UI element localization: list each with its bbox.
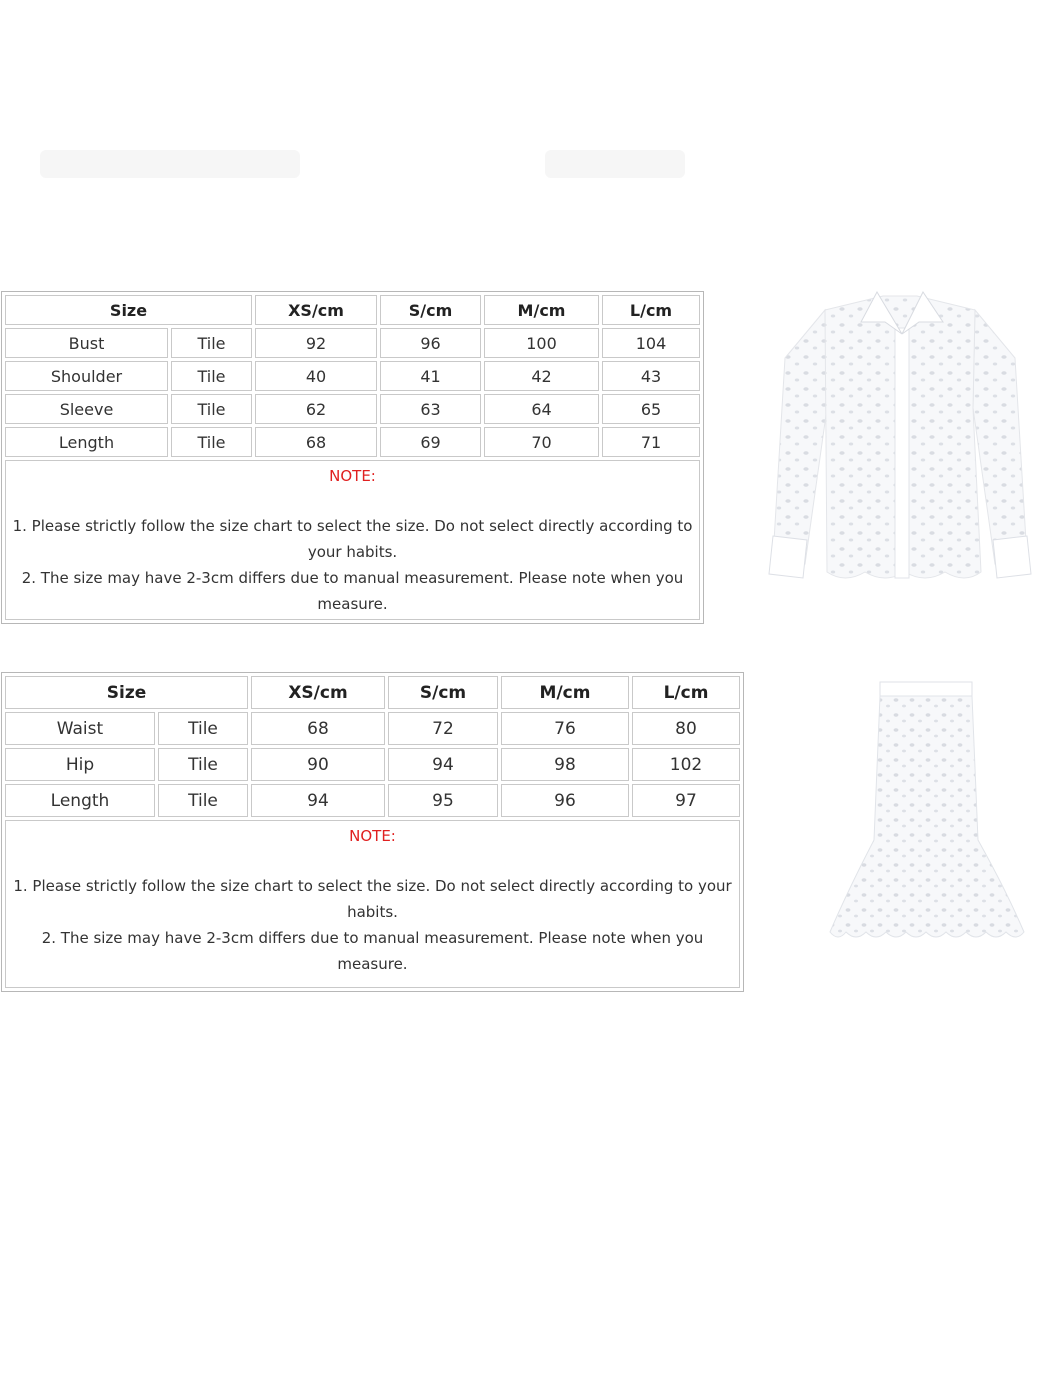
s-header: S/cm bbox=[388, 676, 498, 709]
table-row bbox=[5, 427, 700, 457]
table-cell: 95 bbox=[388, 784, 498, 817]
table-cell: 71 bbox=[602, 427, 700, 457]
table-cell: 68 bbox=[251, 712, 385, 745]
m-header: M/cm bbox=[501, 676, 629, 709]
table-cell: 40 bbox=[255, 361, 377, 391]
row-type: Tile bbox=[158, 784, 248, 817]
table-cell: 96 bbox=[380, 328, 481, 358]
table-cell: 62 bbox=[255, 394, 377, 424]
size-chart-header-row bbox=[5, 676, 740, 709]
table-cell: 68 bbox=[255, 427, 377, 457]
xs-header: XS/cm bbox=[251, 676, 385, 709]
table-row bbox=[5, 784, 740, 817]
note-row bbox=[5, 460, 700, 620]
table-cell: 104 bbox=[602, 328, 700, 358]
size-header: Size bbox=[5, 295, 252, 325]
table-cell: 64 bbox=[484, 394, 599, 424]
table-row bbox=[5, 394, 700, 424]
table-cell: 98 bbox=[501, 748, 629, 781]
row-label: Waist bbox=[5, 712, 155, 745]
faded-background-artifact bbox=[40, 150, 300, 178]
row-label: Shoulder bbox=[5, 361, 168, 391]
note-cell bbox=[5, 460, 700, 620]
table-cell: 65 bbox=[602, 394, 700, 424]
shirt-size-chart bbox=[1, 291, 704, 624]
table-cell: 76 bbox=[501, 712, 629, 745]
shirt-product-image bbox=[765, 288, 1035, 590]
note-line-2: 2. The size may have 2-3cm differs due to manual measurement. Please note when you measure. bbox=[41, 929, 704, 973]
table-cell: 92 bbox=[255, 328, 377, 358]
skirt-size-chart bbox=[1, 672, 744, 992]
size-header: Size bbox=[5, 676, 248, 709]
note-title: NOTE: bbox=[349, 827, 396, 845]
skirt-product-image bbox=[828, 680, 1028, 955]
row-label: Length bbox=[5, 427, 168, 457]
row-label: Sleeve bbox=[5, 394, 168, 424]
row-label: Length bbox=[5, 784, 155, 817]
l-header: L/cm bbox=[602, 295, 700, 325]
row-type: Tile bbox=[171, 427, 252, 457]
row-type: Tile bbox=[171, 328, 252, 358]
row-type: Tile bbox=[158, 748, 248, 781]
note-line-1: 1. Please strictly follow the size chart to select the size. Do not select directly according to your habits. bbox=[13, 877, 732, 921]
table-cell: 42 bbox=[484, 361, 599, 391]
table-row bbox=[5, 328, 700, 358]
row-type: Tile bbox=[171, 361, 252, 391]
s-header: S/cm bbox=[380, 295, 481, 325]
note-cell bbox=[5, 820, 740, 988]
faded-background-artifact bbox=[545, 150, 685, 178]
m-header: M/cm bbox=[484, 295, 599, 325]
row-label: Hip bbox=[5, 748, 155, 781]
table-row bbox=[5, 748, 740, 781]
table-cell: 41 bbox=[380, 361, 481, 391]
table-cell: 94 bbox=[251, 784, 385, 817]
note-line-2: 2. The size may have 2-3cm differs due to manual measurement. Please note when you measure. bbox=[21, 569, 684, 613]
table-cell: 102 bbox=[632, 748, 740, 781]
table-cell: 72 bbox=[388, 712, 498, 745]
table-cell: 96 bbox=[501, 784, 629, 817]
note-line-1: 1. Please strictly follow the size chart to select the size. Do not select directly according to your habits. bbox=[12, 517, 693, 561]
size-chart-header-row bbox=[5, 295, 700, 325]
xs-header: XS/cm bbox=[255, 295, 377, 325]
table-cell: 43 bbox=[602, 361, 700, 391]
l-header: L/cm bbox=[632, 676, 740, 709]
table-row bbox=[5, 712, 740, 745]
row-label: Bust bbox=[5, 328, 168, 358]
table-row bbox=[5, 361, 700, 391]
note-row bbox=[5, 820, 740, 988]
table-cell: 80 bbox=[632, 712, 740, 745]
table-cell: 69 bbox=[380, 427, 481, 457]
table-cell: 97 bbox=[632, 784, 740, 817]
table-cell: 100 bbox=[484, 328, 599, 358]
table-cell: 94 bbox=[388, 748, 498, 781]
table-cell: 90 bbox=[251, 748, 385, 781]
table-cell: 63 bbox=[380, 394, 481, 424]
note-title: NOTE: bbox=[329, 467, 376, 485]
table-cell: 70 bbox=[484, 427, 599, 457]
row-type: Tile bbox=[171, 394, 252, 424]
row-type: Tile bbox=[158, 712, 248, 745]
